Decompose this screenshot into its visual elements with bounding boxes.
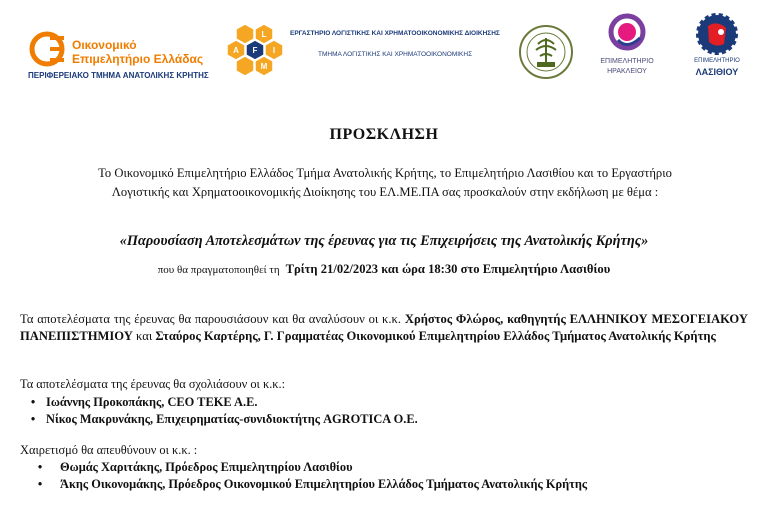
lafim-letter-a: A <box>233 46 239 55</box>
logo-header <box>0 0 768 90</box>
lasithi-chamber-line1: ΕΠΙΜΕΛΗΤΗΡΙΟ <box>694 58 740 64</box>
heraklion-chamber-logo <box>592 12 662 78</box>
lafim-letter-i: I <box>272 46 276 55</box>
lab-logo-line1: ΕΡΓΑΣΤΗΡΙΟ ΛΟΓΙΣΤΙΚΗΣ ΚΑΙ ΧΡΗΜΑΤΟΟΙΚΟΝΟΜΙΚΗΣ ΔΙΟΙΚΗΣΗΣ <box>290 30 500 37</box>
invitation-title: ΠΡΟΣΚΛΗΣΗ <box>329 126 439 143</box>
greeter-1: Θωμάς Χαριτάκης, Πρόεδρος Επιμελητηρίου Λασιθίου <box>60 460 353 474</box>
greetings-heading: Χαιρετισμό θα απευθύνουν οι κ.κ. : <box>20 443 198 457</box>
event-datetime <box>0 262 768 277</box>
bullet-icon: • <box>37 477 43 491</box>
greeter-2: Άκης Οικονομάκης, Πρόεδρος Οικονομικού Επιμελητηρίου Ελλάδος Τμήματος Ανατολικής Κρήτης <box>60 477 588 491</box>
lab-logo-line2: ΤΜΗΜΑ ΛΟΓΙΣΤΙΚΗΣ ΚΑΙ ΧΡΗΜΑΤΟΟΙΚΟΝΟΜΙΚΗΣ <box>318 51 473 58</box>
intro-line-2: Λογιστικής και Χρηματοοικονομικής Διοίκησης του ΕΛ.ΜΕ.ΠΑ σας προσκαλούν στην εκδήλωση με θέμα : <box>111 185 659 199</box>
lafim-letter-f: F <box>252 46 258 55</box>
lafim-letter-m: M <box>260 62 268 71</box>
university-seal-icon <box>518 24 574 80</box>
greetings-list <box>20 459 587 493</box>
lafim-hexagon-icon <box>226 22 288 80</box>
event-datetime-prefix: που θα πραγματοποιηθεί τη <box>157 264 280 276</box>
list-item <box>20 394 418 411</box>
heraklion-chamber-line2: ΗΡΑΚΛΕΙΟΥ <box>607 68 647 75</box>
oee-emblem-icon <box>28 30 70 68</box>
heraklion-chamber-icon <box>592 12 662 56</box>
oee-logo <box>28 30 213 82</box>
lasithi-chamber-logo <box>680 12 754 78</box>
lab-logo-text <box>290 30 510 58</box>
list-item <box>20 476 587 493</box>
intro-line-1: Το Οικονομικό Επιμελητήριο Ελλάδος Τμήμα Ανατολικής Κρήτης, το Επιμελητήριο Λασιθίου και το Εργαστήριο <box>98 166 672 180</box>
lasithi-chamber-icon <box>680 12 754 58</box>
commentator-1: Ιωάννης Προκοπάκης, CEO TEKE A.E. <box>46 395 258 409</box>
bullet-icon: • <box>37 460 43 474</box>
event-datetime-value: Τρίτη 21/02/2023 και ώρα 18:30 στο Επιμελητήριο Λασιθίου <box>285 262 611 276</box>
oee-logo-line1: Οικονομικό <box>72 38 137 52</box>
event-topic: «Παρουσίαση Αποτελεσμάτων της έρευνας για τις Επιχειρήσεις της Ανατολικής Κρήτης» <box>119 233 649 249</box>
oee-logo-line3: ΠΕΡΙΦΕΡΕΙΑΚΟ ΤΜΗΜΑ ΑΝΑΤΟΛΙΚΗΣ ΚΡΗΤΗΣ <box>28 71 209 80</box>
bullet-icon: • <box>30 412 36 426</box>
presenters-paragraph <box>20 311 748 345</box>
list-item <box>20 459 587 476</box>
bullet-icon: • <box>30 395 36 409</box>
presenter-2: Σταύρος Καρτέρης, Γ. Γραμματέας Οικονομικού Επιμελητηρίου Ελλάδος Τμήματος Ανατολικής Κρήτης <box>155 329 716 343</box>
presenters-intro: Τα αποτελέσματα της έρευνας θα παρουσιάσουν και θα αναλύσουν οι κ.κ. <box>20 312 402 326</box>
commentator-2: Νίκος Μακρυνάκης, Επιχειρηματίας-συνιδιοκτήτης AGROTICA O.E. <box>46 412 418 426</box>
presenter-1: Χρήστος Φλώρος, καθηγητής ΕΛΛΗΝΙΚΟΥ ΜΕΣΟΓΕΙΑΚΟΥ ΠΑΝΕΠΙΣΤΗΜΙΟΥ <box>20 312 748 343</box>
heraklion-chamber-line1: ΕΠΙΜΕΛΗΤΗΡΙΟ <box>600 58 654 65</box>
intro-paragraph <box>30 164 740 202</box>
lasithi-chamber-line2: ΛΑΣΙΘΙΟΥ <box>695 67 739 77</box>
lafim-letter-l: L <box>261 30 267 39</box>
presenters-and: και <box>136 329 153 343</box>
list-item <box>20 411 418 428</box>
commentators-list <box>20 394 418 428</box>
commentators-heading: Τα αποτελέσματα της έρευνας θα σχολιάσουν οι κ.κ.: <box>20 377 286 391</box>
oee-logo-line2: Επιμελητήριο Ελλάδας <box>72 52 204 66</box>
